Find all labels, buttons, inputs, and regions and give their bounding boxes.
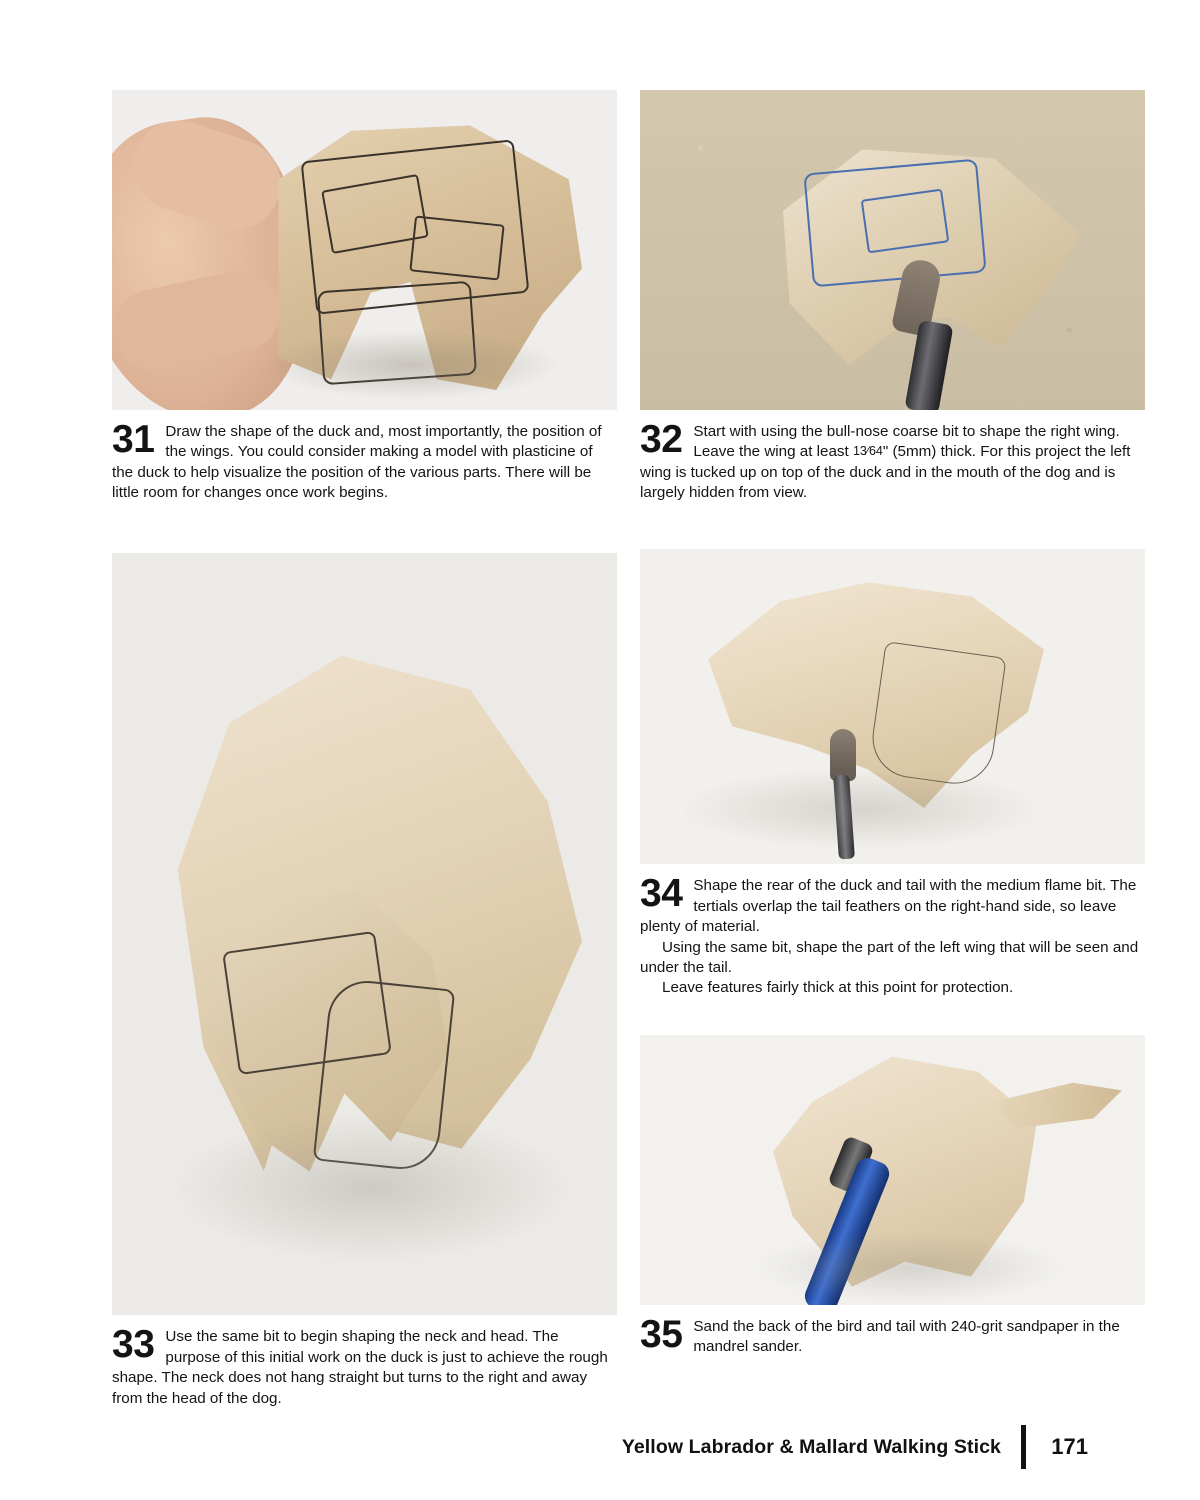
page-footer bbox=[0, 1424, 1200, 1470]
step-text: Shape the rear of the duck and tail with the medium flame bit. The tertials overlap the tail feathers on the right-hand side, so leave plenty of material. bbox=[640, 877, 1137, 936]
step-34-photo bbox=[640, 549, 1145, 864]
step-33-caption bbox=[112, 1323, 617, 1408]
pencil-line bbox=[867, 642, 1006, 790]
pencil-line bbox=[409, 215, 504, 280]
photo-shadow bbox=[262, 330, 562, 400]
step-35-photo bbox=[640, 1035, 1145, 1305]
step-35-caption bbox=[640, 1312, 1145, 1358]
left-column bbox=[112, 90, 617, 1409]
step-31-photo bbox=[112, 90, 617, 410]
right-column bbox=[640, 90, 1145, 1357]
step-text: Draw the shape of the duck and, most importantly, the position of the wings. You could consider making a model with plasticine of the duck to help visualize the position of the various parts. There will be little room for changes once work begins. bbox=[112, 423, 602, 502]
step-text: Sand the back of the bird and tail with 240-grit sandpaper in the mandrel sander. bbox=[693, 1317, 1120, 1355]
photo-shadow bbox=[760, 1233, 1060, 1303]
step-32-caption bbox=[640, 418, 1145, 503]
photo-shadow bbox=[680, 769, 1040, 849]
step-text: Use the same bit to begin shaping the neck and head. The purpose of this initial work on the duck is just to achieve the rough shape. The neck does not hang straight but turns to the right and away from the head of the dog. bbox=[112, 1328, 608, 1407]
step-text: Leave features fairly thick at this point for protection. bbox=[662, 979, 1014, 997]
footer-divider bbox=[1021, 1425, 1026, 1469]
step-33-photo bbox=[112, 553, 617, 1315]
step-32-photo bbox=[640, 90, 1145, 410]
measurement-fraction: 13⁄64 bbox=[852, 444, 883, 459]
step-text: Using the same bit, shape the part of the left wing that will be seen and under the tail. bbox=[640, 938, 1139, 976]
footer-title: Yellow Labrador & Mallard Walking Stick bbox=[621, 1435, 1001, 1458]
step-number: 33 bbox=[112, 1323, 155, 1367]
pencil-line bbox=[861, 189, 950, 254]
step-text: Start with using the bull-nose coarse bit to shape the right wing. Leave the wing at least 13⁄64" (5mm) thick. For this project the left wing is tucked up on top of the duck and in the mouth of the dog and is largely hidden from view. bbox=[640, 423, 1131, 502]
photo-shadow bbox=[172, 1113, 572, 1263]
step-number: 35 bbox=[640, 1312, 683, 1356]
step-number: 34 bbox=[640, 872, 683, 916]
step-number: 32 bbox=[640, 418, 683, 461]
step-34-caption bbox=[640, 872, 1145, 998]
step-number: 31 bbox=[112, 418, 155, 461]
page-number: 171 bbox=[1051, 1434, 1088, 1459]
step-31-caption bbox=[112, 418, 617, 503]
